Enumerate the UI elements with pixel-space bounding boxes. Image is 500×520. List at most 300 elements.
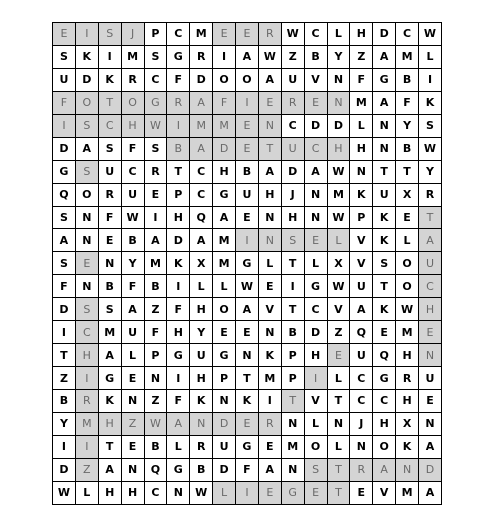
letter-cell[interactable]: U: [281, 137, 304, 160]
letter-cell[interactable]: F: [213, 91, 236, 114]
letter-cell[interactable]: H: [98, 481, 121, 504]
letter-cell[interactable]: I: [53, 114, 76, 137]
letter-cell[interactable]: N: [373, 137, 396, 160]
letter-cell[interactable]: Q: [190, 206, 213, 229]
letter-cell[interactable]: T: [236, 367, 259, 390]
letter-cell[interactable]: D: [304, 321, 327, 344]
letter-cell[interactable]: T: [258, 137, 281, 160]
letter-cell[interactable]: E: [236, 114, 259, 137]
letter-cell[interactable]: N: [350, 160, 373, 183]
letter-cell[interactable]: T: [327, 390, 350, 413]
letter-cell[interactable]: Q: [144, 458, 167, 481]
letter-cell[interactable]: N: [98, 252, 121, 275]
letter-cell[interactable]: N: [327, 91, 350, 114]
letter-cell[interactable]: A: [419, 229, 442, 252]
letter-cell[interactable]: R: [281, 91, 304, 114]
letter-cell[interactable]: J: [281, 183, 304, 206]
letter-cell[interactable]: N: [258, 229, 281, 252]
letter-cell[interactable]: T: [281, 390, 304, 413]
letter-cell[interactable]: N: [144, 367, 167, 390]
letter-cell[interactable]: U: [419, 367, 442, 390]
letter-cell[interactable]: T: [419, 206, 442, 229]
letter-cell[interactable]: W: [258, 45, 281, 68]
letter-cell[interactable]: E: [121, 435, 144, 458]
letter-cell[interactable]: S: [98, 23, 121, 46]
letter-cell[interactable]: L: [304, 252, 327, 275]
letter-cell[interactable]: N: [304, 183, 327, 206]
letter-cell[interactable]: N: [167, 481, 190, 504]
letter-cell[interactable]: U: [98, 160, 121, 183]
letter-cell[interactable]: T: [98, 91, 121, 114]
letter-cell[interactable]: M: [213, 114, 236, 137]
letter-cell[interactable]: P: [350, 206, 373, 229]
letter-cell[interactable]: E: [258, 91, 281, 114]
letter-cell[interactable]: N: [419, 344, 442, 367]
letter-cell[interactable]: C: [121, 160, 144, 183]
letter-cell[interactable]: C: [373, 390, 396, 413]
letter-cell[interactable]: N: [373, 114, 396, 137]
letter-cell[interactable]: A: [167, 412, 190, 435]
letter-cell[interactable]: P: [213, 367, 236, 390]
letter-cell[interactable]: U: [213, 435, 236, 458]
letter-cell[interactable]: D: [419, 458, 442, 481]
letter-cell[interactable]: L: [327, 367, 350, 390]
letter-cell[interactable]: I: [236, 91, 259, 114]
letter-cell[interactable]: L: [258, 252, 281, 275]
letter-cell[interactable]: M: [98, 321, 121, 344]
letter-cell[interactable]: I: [213, 45, 236, 68]
letter-cell[interactable]: W: [396, 298, 419, 321]
letter-cell[interactable]: E: [236, 412, 259, 435]
letter-cell[interactable]: H: [121, 481, 144, 504]
letter-cell[interactable]: I: [419, 68, 442, 91]
letter-cell[interactable]: K: [373, 298, 396, 321]
letter-cell[interactable]: L: [396, 229, 419, 252]
letter-cell[interactable]: U: [121, 321, 144, 344]
letter-cell[interactable]: W: [281, 23, 304, 46]
letter-cell[interactable]: E: [304, 229, 327, 252]
letter-cell[interactable]: U: [236, 183, 259, 206]
letter-cell[interactable]: I: [75, 367, 98, 390]
letter-cell[interactable]: W: [144, 114, 167, 137]
letter-cell[interactable]: U: [190, 344, 213, 367]
letter-cell[interactable]: C: [304, 298, 327, 321]
letter-cell[interactable]: U: [350, 344, 373, 367]
letter-cell[interactable]: F: [144, 321, 167, 344]
letter-cell[interactable]: B: [144, 435, 167, 458]
letter-cell[interactable]: H: [327, 137, 350, 160]
letter-cell[interactable]: A: [236, 298, 259, 321]
letter-cell[interactable]: K: [236, 390, 259, 413]
letter-cell[interactable]: R: [350, 458, 373, 481]
letter-cell[interactable]: N: [75, 275, 98, 298]
letter-cell[interactable]: H: [419, 298, 442, 321]
letter-cell[interactable]: H: [304, 344, 327, 367]
letter-cell[interactable]: Z: [75, 458, 98, 481]
letter-cell[interactable]: L: [190, 275, 213, 298]
letter-cell[interactable]: I: [98, 45, 121, 68]
letter-cell[interactable]: V: [350, 252, 373, 275]
letter-cell[interactable]: E: [258, 435, 281, 458]
letter-cell[interactable]: F: [53, 91, 76, 114]
letter-cell[interactable]: P: [167, 183, 190, 206]
letter-cell[interactable]: L: [327, 435, 350, 458]
letter-cell[interactable]: K: [350, 183, 373, 206]
letter-cell[interactable]: T: [327, 458, 350, 481]
letter-cell[interactable]: B: [236, 160, 259, 183]
letter-cell[interactable]: U: [121, 183, 144, 206]
letter-cell[interactable]: Z: [53, 367, 76, 390]
letter-cell[interactable]: C: [190, 183, 213, 206]
letter-cell[interactable]: Y: [419, 160, 442, 183]
letter-cell[interactable]: R: [419, 183, 442, 206]
letter-cell[interactable]: I: [236, 481, 259, 504]
letter-cell[interactable]: E: [236, 321, 259, 344]
letter-cell[interactable]: E: [419, 321, 442, 344]
letter-cell[interactable]: T: [281, 298, 304, 321]
letter-cell[interactable]: C: [167, 23, 190, 46]
letter-cell[interactable]: K: [373, 229, 396, 252]
letter-cell[interactable]: S: [281, 229, 304, 252]
letter-cell[interactable]: N: [304, 206, 327, 229]
letter-cell[interactable]: M: [190, 23, 213, 46]
letter-cell[interactable]: E: [144, 183, 167, 206]
letter-cell[interactable]: N: [75, 229, 98, 252]
letter-cell[interactable]: N: [350, 435, 373, 458]
letter-cell[interactable]: E: [419, 390, 442, 413]
letter-cell[interactable]: N: [121, 458, 144, 481]
letter-cell[interactable]: U: [419, 252, 442, 275]
letter-cell[interactable]: N: [281, 458, 304, 481]
letter-cell[interactable]: W: [190, 481, 213, 504]
letter-cell[interactable]: C: [396, 23, 419, 46]
letter-cell[interactable]: I: [281, 275, 304, 298]
letter-cell[interactable]: A: [373, 45, 396, 68]
letter-cell[interactable]: D: [213, 458, 236, 481]
letter-cell[interactable]: M: [281, 435, 304, 458]
letter-cell[interactable]: E: [304, 481, 327, 504]
letter-cell[interactable]: R: [167, 91, 190, 114]
letter-cell[interactable]: L: [121, 344, 144, 367]
letter-cell[interactable]: A: [53, 229, 76, 252]
letter-cell[interactable]: R: [258, 23, 281, 46]
letter-cell[interactable]: A: [121, 298, 144, 321]
letter-cell[interactable]: E: [258, 481, 281, 504]
letter-cell[interactable]: B: [190, 458, 213, 481]
letter-cell[interactable]: N: [396, 458, 419, 481]
letter-cell[interactable]: Z: [327, 321, 350, 344]
letter-cell[interactable]: E: [236, 137, 259, 160]
letter-cell[interactable]: J: [350, 412, 373, 435]
letter-cell[interactable]: K: [419, 91, 442, 114]
letter-cell[interactable]: W: [121, 206, 144, 229]
letter-cell[interactable]: Z: [144, 390, 167, 413]
letter-cell[interactable]: C: [419, 275, 442, 298]
letter-cell[interactable]: G: [213, 183, 236, 206]
letter-cell[interactable]: I: [167, 114, 190, 137]
letter-cell[interactable]: S: [419, 114, 442, 137]
letter-cell[interactable]: N: [236, 344, 259, 367]
letter-cell[interactable]: P: [144, 344, 167, 367]
letter-cell[interactable]: H: [350, 23, 373, 46]
letter-cell[interactable]: K: [373, 206, 396, 229]
letter-cell[interactable]: S: [304, 458, 327, 481]
letter-cell[interactable]: I: [53, 435, 76, 458]
letter-cell[interactable]: A: [419, 481, 442, 504]
letter-cell[interactable]: D: [167, 229, 190, 252]
letter-cell[interactable]: C: [75, 321, 98, 344]
letter-cell[interactable]: A: [236, 45, 259, 68]
letter-cell[interactable]: C: [304, 23, 327, 46]
letter-cell[interactable]: N: [258, 206, 281, 229]
letter-cell[interactable]: A: [98, 344, 121, 367]
letter-cell[interactable]: T: [327, 481, 350, 504]
letter-cell[interactable]: B: [167, 137, 190, 160]
letter-cell[interactable]: N: [258, 321, 281, 344]
letter-cell[interactable]: G: [213, 344, 236, 367]
letter-cell[interactable]: E: [213, 23, 236, 46]
letter-cell[interactable]: R: [121, 68, 144, 91]
letter-cell[interactable]: F: [53, 275, 76, 298]
letter-cell[interactable]: O: [213, 298, 236, 321]
letter-cell[interactable]: C: [190, 160, 213, 183]
letter-cell[interactable]: H: [121, 114, 144, 137]
letter-cell[interactable]: F: [167, 298, 190, 321]
letter-cell[interactable]: A: [373, 458, 396, 481]
letter-cell[interactable]: H: [396, 344, 419, 367]
letter-cell[interactable]: V: [373, 481, 396, 504]
letter-cell[interactable]: I: [167, 275, 190, 298]
letter-cell[interactable]: R: [396, 367, 419, 390]
letter-cell[interactable]: R: [144, 160, 167, 183]
letter-cell[interactable]: E: [258, 275, 281, 298]
letter-cell[interactable]: M: [258, 367, 281, 390]
letter-cell[interactable]: O: [396, 252, 419, 275]
letter-cell[interactable]: N: [327, 412, 350, 435]
letter-cell[interactable]: D: [304, 114, 327, 137]
letter-cell[interactable]: I: [75, 23, 98, 46]
letter-cell[interactable]: O: [396, 275, 419, 298]
letter-cell[interactable]: Z: [350, 45, 373, 68]
letter-cell[interactable]: T: [98, 435, 121, 458]
letter-cell[interactable]: A: [190, 229, 213, 252]
letter-cell[interactable]: E: [53, 23, 76, 46]
letter-cell[interactable]: X: [190, 252, 213, 275]
letter-cell[interactable]: E: [75, 252, 98, 275]
letter-cell[interactable]: L: [327, 23, 350, 46]
letter-cell[interactable]: I: [144, 206, 167, 229]
letter-cell[interactable]: E: [304, 91, 327, 114]
letter-cell[interactable]: L: [75, 481, 98, 504]
letter-cell[interactable]: G: [236, 435, 259, 458]
letter-cell[interactable]: F: [121, 275, 144, 298]
letter-cell[interactable]: F: [121, 137, 144, 160]
letter-cell[interactable]: G: [98, 367, 121, 390]
letter-cell[interactable]: E: [373, 321, 396, 344]
letter-cell[interactable]: Y: [190, 321, 213, 344]
letter-cell[interactable]: O: [373, 435, 396, 458]
letter-cell[interactable]: Q: [373, 344, 396, 367]
letter-cell[interactable]: K: [396, 435, 419, 458]
letter-cell[interactable]: G: [281, 481, 304, 504]
letter-cell[interactable]: P: [281, 367, 304, 390]
letter-cell[interactable]: R: [190, 45, 213, 68]
letter-cell[interactable]: S: [53, 45, 76, 68]
letter-cell[interactable]: C: [350, 390, 373, 413]
letter-cell[interactable]: S: [75, 114, 98, 137]
letter-cell[interactable]: W: [419, 137, 442, 160]
letter-cell[interactable]: C: [281, 114, 304, 137]
letter-cell[interactable]: C: [304, 137, 327, 160]
letter-cell[interactable]: I: [258, 390, 281, 413]
letter-cell[interactable]: F: [167, 68, 190, 91]
letter-cell[interactable]: L: [327, 229, 350, 252]
letter-cell[interactable]: E: [98, 229, 121, 252]
letter-cell[interactable]: S: [98, 137, 121, 160]
letter-cell[interactable]: U: [350, 275, 373, 298]
letter-cell[interactable]: K: [98, 390, 121, 413]
letter-cell[interactable]: G: [53, 160, 76, 183]
letter-cell[interactable]: Y: [121, 252, 144, 275]
letter-cell[interactable]: W: [236, 275, 259, 298]
letter-cell[interactable]: I: [53, 321, 76, 344]
letter-cell[interactable]: Y: [53, 412, 76, 435]
letter-cell[interactable]: E: [236, 23, 259, 46]
letter-cell[interactable]: N: [327, 68, 350, 91]
letter-cell[interactable]: D: [75, 68, 98, 91]
letter-cell[interactable]: A: [190, 137, 213, 160]
letter-cell[interactable]: N: [213, 390, 236, 413]
letter-cell[interactable]: D: [190, 68, 213, 91]
letter-cell[interactable]: H: [350, 137, 373, 160]
letter-cell[interactable]: K: [98, 68, 121, 91]
letter-cell[interactable]: A: [190, 91, 213, 114]
letter-cell[interactable]: N: [258, 114, 281, 137]
letter-cell[interactable]: S: [144, 45, 167, 68]
letter-cell[interactable]: H: [396, 390, 419, 413]
letter-cell[interactable]: F: [350, 68, 373, 91]
letter-cell[interactable]: X: [396, 183, 419, 206]
letter-cell[interactable]: A: [258, 160, 281, 183]
letter-cell[interactable]: L: [167, 435, 190, 458]
letter-cell[interactable]: G: [167, 458, 190, 481]
letter-cell[interactable]: M: [396, 481, 419, 504]
letter-cell[interactable]: H: [190, 298, 213, 321]
letter-cell[interactable]: C: [98, 114, 121, 137]
letter-cell[interactable]: S: [53, 206, 76, 229]
letter-cell[interactable]: B: [281, 321, 304, 344]
letter-cell[interactable]: S: [75, 160, 98, 183]
letter-cell[interactable]: W: [53, 481, 76, 504]
letter-cell[interactable]: W: [419, 23, 442, 46]
letter-cell[interactable]: K: [258, 344, 281, 367]
letter-cell[interactable]: T: [396, 160, 419, 183]
letter-cell[interactable]: I: [304, 367, 327, 390]
letter-cell[interactable]: V: [327, 298, 350, 321]
letter-cell[interactable]: C: [144, 481, 167, 504]
letter-cell[interactable]: B: [396, 68, 419, 91]
letter-cell[interactable]: A: [98, 458, 121, 481]
letter-cell[interactable]: B: [98, 275, 121, 298]
letter-cell[interactable]: L: [350, 114, 373, 137]
letter-cell[interactable]: G: [236, 252, 259, 275]
letter-cell[interactable]: M: [396, 321, 419, 344]
letter-cell[interactable]: E: [236, 206, 259, 229]
letter-cell[interactable]: F: [236, 458, 259, 481]
letter-cell[interactable]: G: [167, 45, 190, 68]
letter-cell[interactable]: M: [213, 252, 236, 275]
letter-cell[interactable]: V: [258, 298, 281, 321]
letter-cell[interactable]: G: [167, 344, 190, 367]
letter-cell[interactable]: K: [75, 45, 98, 68]
letter-cell[interactable]: O: [121, 91, 144, 114]
letter-cell[interactable]: S: [75, 298, 98, 321]
letter-cell[interactable]: X: [396, 412, 419, 435]
letter-cell[interactable]: R: [190, 435, 213, 458]
letter-cell[interactable]: A: [350, 298, 373, 321]
letter-cell[interactable]: W: [144, 412, 167, 435]
letter-cell[interactable]: V: [304, 390, 327, 413]
letter-cell[interactable]: O: [236, 68, 259, 91]
letter-cell[interactable]: F: [98, 206, 121, 229]
letter-cell[interactable]: G: [373, 68, 396, 91]
letter-cell[interactable]: U: [53, 68, 76, 91]
letter-cell[interactable]: O: [304, 435, 327, 458]
letter-cell[interactable]: Y: [396, 114, 419, 137]
letter-cell[interactable]: K: [190, 390, 213, 413]
letter-cell[interactable]: D: [213, 412, 236, 435]
letter-cell[interactable]: M: [121, 45, 144, 68]
letter-cell[interactable]: K: [167, 252, 190, 275]
letter-cell[interactable]: L: [304, 412, 327, 435]
letter-cell[interactable]: R: [98, 183, 121, 206]
letter-cell[interactable]: Z: [144, 298, 167, 321]
letter-cell[interactable]: W: [327, 206, 350, 229]
letter-cell[interactable]: N: [281, 412, 304, 435]
letter-cell[interactable]: Q: [350, 321, 373, 344]
letter-cell[interactable]: M: [213, 229, 236, 252]
letter-cell[interactable]: W: [327, 275, 350, 298]
letter-cell[interactable]: D: [53, 298, 76, 321]
letter-cell[interactable]: E: [121, 367, 144, 390]
letter-cell[interactable]: H: [213, 160, 236, 183]
letter-cell[interactable]: G: [304, 275, 327, 298]
letter-cell[interactable]: N: [75, 206, 98, 229]
letter-cell[interactable]: Y: [327, 45, 350, 68]
letter-cell[interactable]: O: [75, 183, 98, 206]
letter-cell[interactable]: D: [281, 160, 304, 183]
letter-cell[interactable]: H: [190, 367, 213, 390]
letter-cell[interactable]: V: [304, 68, 327, 91]
letter-cell[interactable]: T: [373, 160, 396, 183]
letter-cell[interactable]: R: [75, 390, 98, 413]
letter-cell[interactable]: H: [373, 412, 396, 435]
letter-cell[interactable]: E: [327, 344, 350, 367]
letter-cell[interactable]: N: [190, 412, 213, 435]
letter-cell[interactable]: P: [144, 23, 167, 46]
letter-cell[interactable]: A: [304, 160, 327, 183]
letter-cell[interactable]: I: [236, 229, 259, 252]
letter-cell[interactable]: B: [53, 390, 76, 413]
letter-cell[interactable]: X: [327, 252, 350, 275]
letter-cell[interactable]: H: [258, 183, 281, 206]
letter-cell[interactable]: S: [98, 298, 121, 321]
letter-cell[interactable]: D: [373, 23, 396, 46]
letter-cell[interactable]: E: [213, 321, 236, 344]
letter-cell[interactable]: H: [167, 206, 190, 229]
letter-cell[interactable]: D: [213, 137, 236, 160]
letter-cell[interactable]: C: [350, 367, 373, 390]
